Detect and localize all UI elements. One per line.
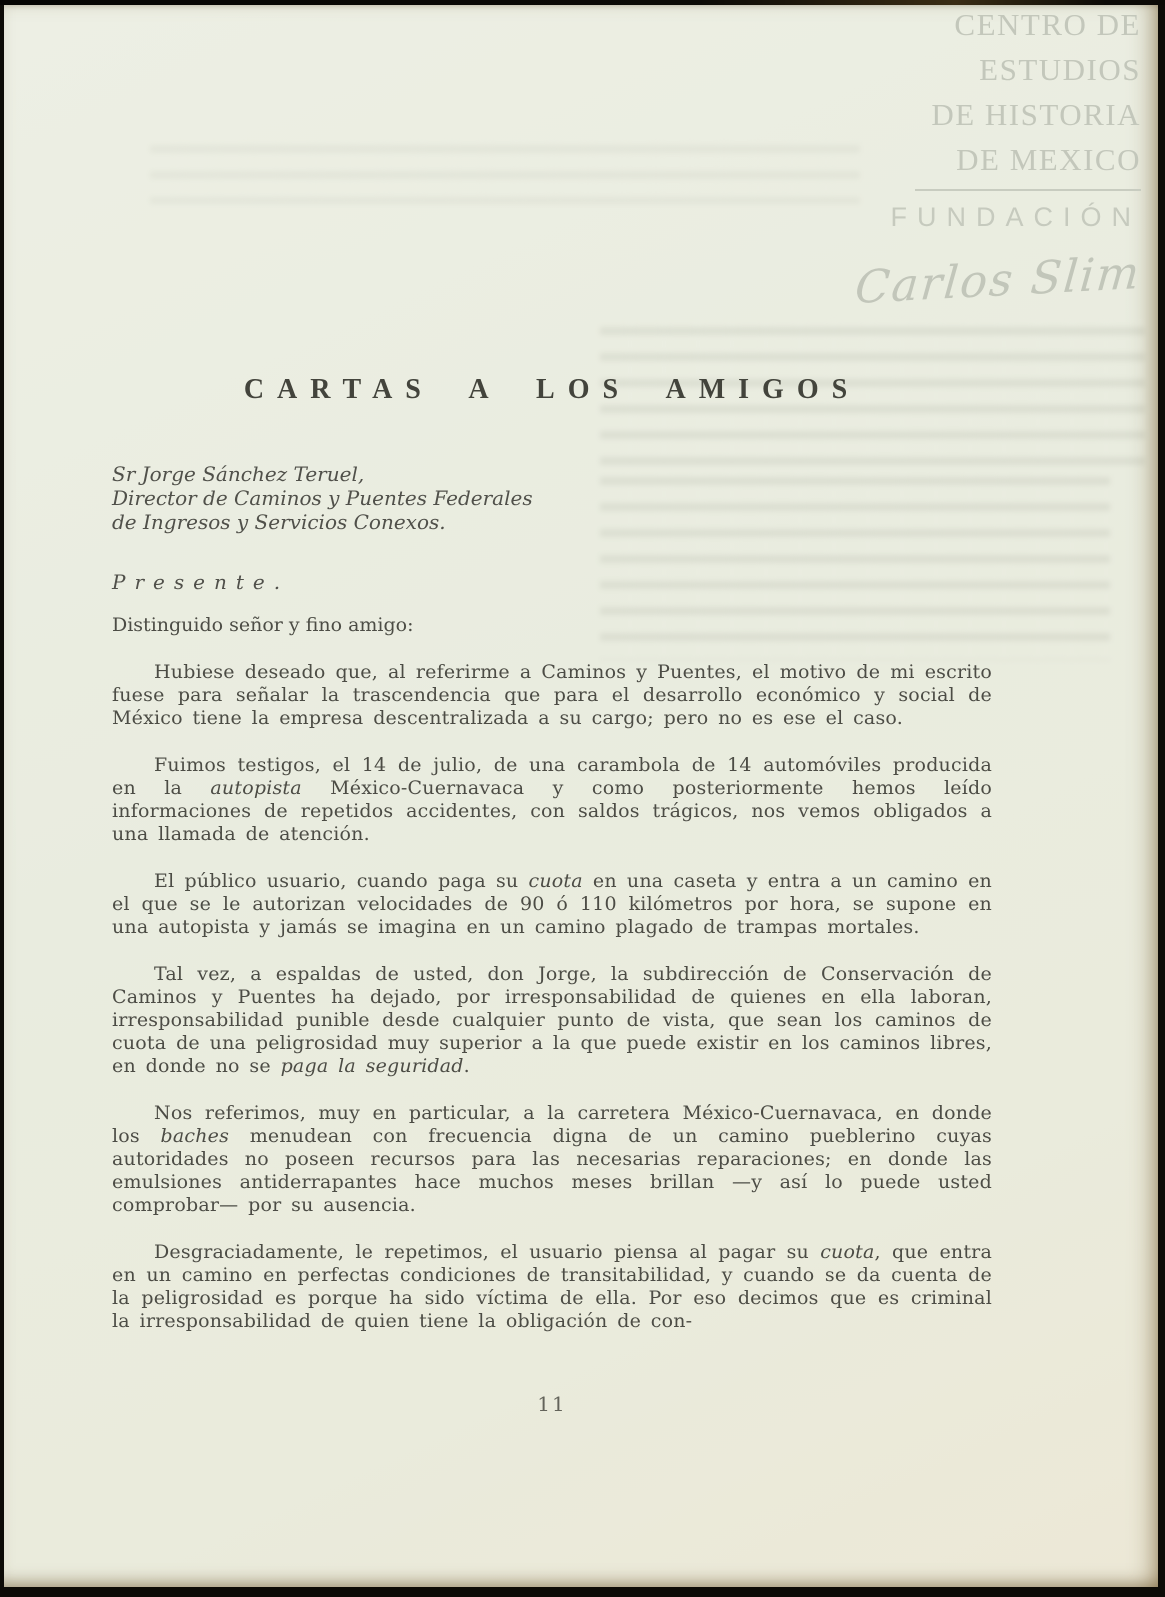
addressee-block <box>112 462 992 534</box>
paragraph: El público usuario, cuando paga su cuota en una caseta y entra a un camino en el que se le autorizan velocidades de 90 ó 110 kilómetros por hora, se supone en una autopista y jamás se imagina en un camino plagado de trampas mortales. <box>112 870 992 938</box>
letter-body <box>112 661 992 1333</box>
paragraph: Tal vez, a espaldas de usted, don Jorge, la subdirección de Conservación de Caminos y Puentes ha dejado, por irresponsabilidad de quienes en ella laboran, irresponsabilidad punible desde cualquier punto de vista, que sean los caminos de cuota de una peligrosidad muy superior a la que puede existir en los caminos libres, en donde no se paga la seguridad. <box>112 963 992 1077</box>
watermark-line: CENTRO DE <box>954 7 1141 42</box>
paragraph: Desgraciadamente, le repetimos, el usuario piensa al pagar su cuota, que entra en un camino en perfectas condiciones de transitabilidad, y cuando se da cuenta de la peligrosidad es porque ha sido víctima de ella. Por eso decimos que es criminal la irresponsabilidad de quien tiene la obligación de con- <box>112 1241 992 1332</box>
watermark-line: DE MEXICO <box>956 142 1141 177</box>
addressee-line: de Ingresos y Servicios Conexos. <box>112 510 446 534</box>
addressee-line: Sr Jorge Sánchez Teruel, <box>112 462 365 486</box>
watermark-foundation: FUNDACIÓN <box>890 202 1141 232</box>
page-number: 11 <box>537 1392 567 1416</box>
paragraph: Nos referimos, muy en particular, a la carretera México-Cuernavaca, en donde los baches menudean con frecuencia digna de un camino pueblerino cuyas autoridades no poseen recursos para las necesarias reparaciones; en donde las emulsiones antiderrapantes hace muchos meses brillan —y así lo puede usted comprobar— por su ausencia. <box>112 1102 992 1216</box>
watermark-line: DE HISTORIA <box>931 97 1141 132</box>
paragraph: Fuimos testigos, el 14 de julio, de una carambola de 14 automóviles producida en la autopista México-Cuernavaca y como posteriormente hemos leído informaciones de repetidos accidentes, con saldos trágicos, nos vemos obligados a una llamada de atención. <box>112 754 992 845</box>
presente-line: Presente. <box>112 570 290 594</box>
addressee-line: Director de Caminos y Puentes Federales <box>112 486 533 510</box>
letter-title: CARTAS A LOS AMIGOS <box>243 374 861 405</box>
watermark-line: ESTUDIOS <box>979 52 1141 87</box>
letter <box>112 0 992 1333</box>
paragraph: Hubiese deseado que, al referirme a Caminos y Puentes, el motivo de mi escrito fuese para señalar la trascendencia que para el desarrollo económico y social de México tiene la empresa descentralizada a su cargo; pero no es ese el caso. <box>112 661 992 729</box>
salutation: Distinguido señor y fino amigo: <box>112 614 414 636</box>
carlos-slim-signature: Carlos Slim <box>853 245 1144 315</box>
